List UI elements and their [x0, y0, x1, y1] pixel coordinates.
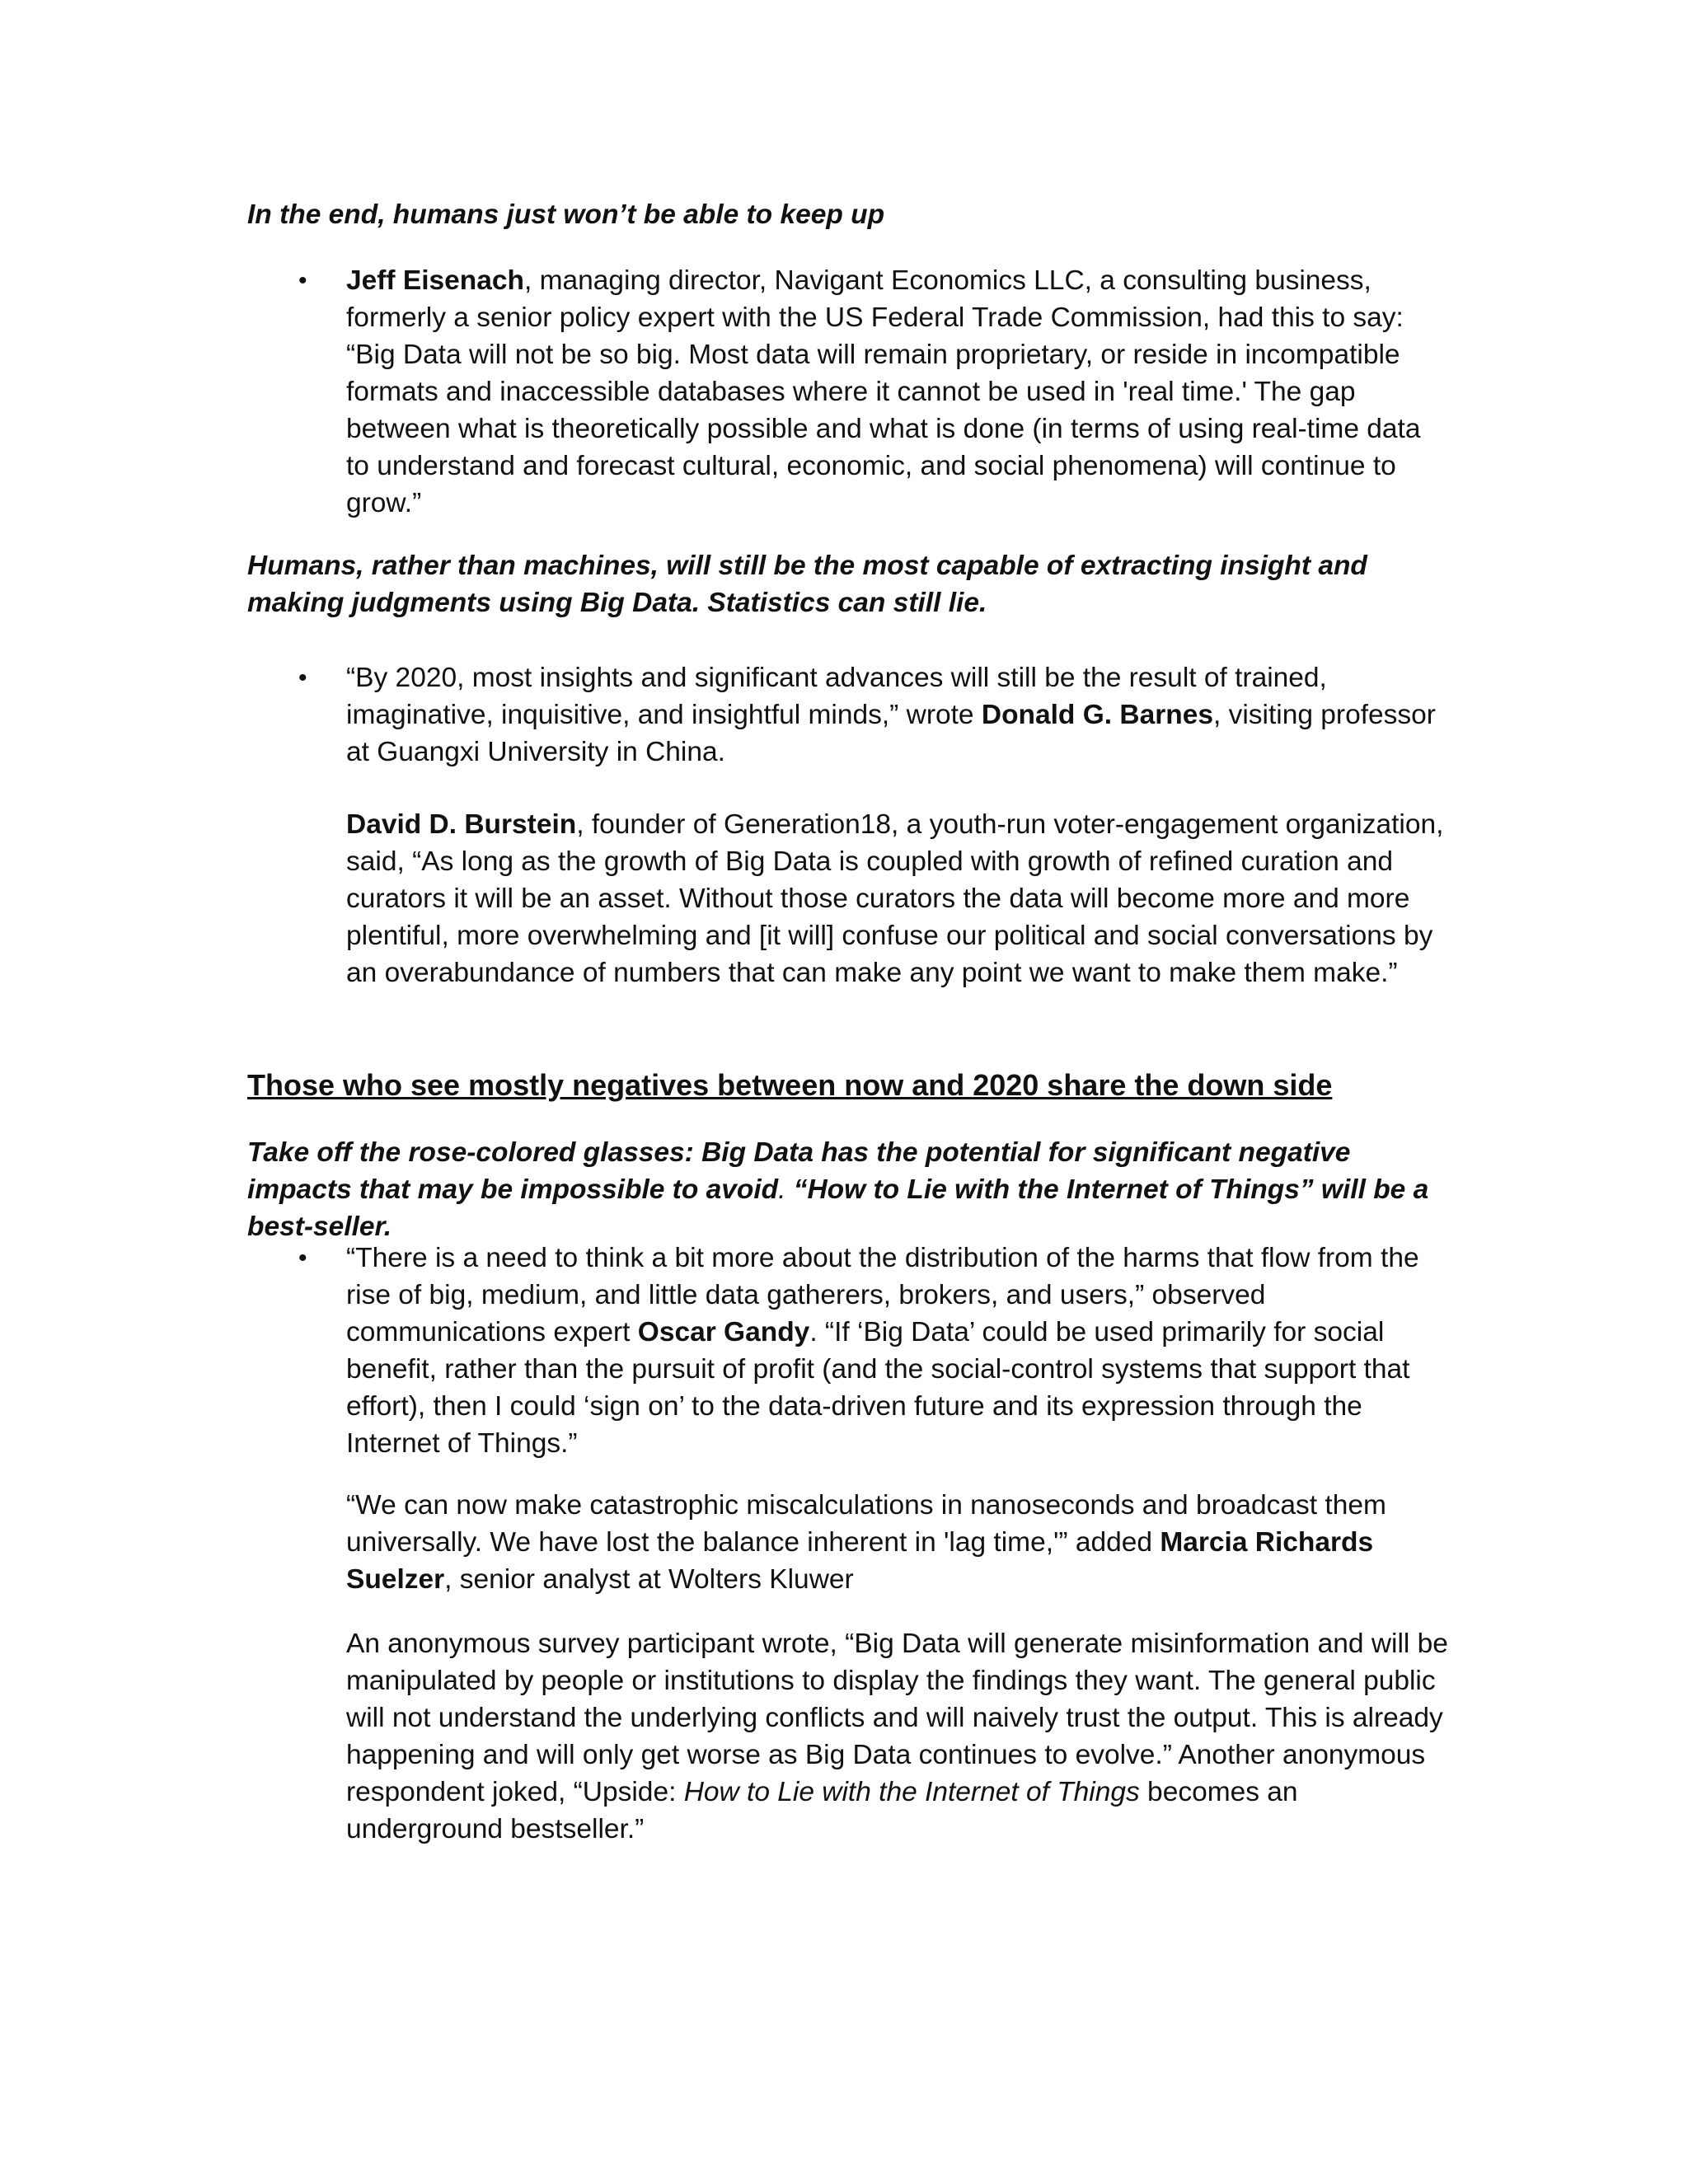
quote-text: “We can now make catastrophic miscalculations in nanoseconds and broadcast them universally. We have lost the balance inherent in 'lag time,'” added: [346, 1490, 1386, 1558]
person-name: David D. Burstein: [346, 809, 577, 840]
person-name: Oscar Gandy: [637, 1317, 810, 1347]
quote-barnes: [346, 659, 1451, 771]
person-name: Jeff Eisenach: [346, 265, 524, 296]
section-heading-humans-keep-up: In the end, humans just won’t be able to keep up: [247, 199, 885, 230]
quote-text: , senior analyst at Wolters Kluwer: [444, 1564, 854, 1595]
quote-text: “There is a need to think a bit more about the distribution of the harms that flow from the rise of big, medium, and little data gatherers, brokers, and users,” observed communications expert: [346, 1243, 1419, 1347]
bullet-marker: •: [298, 267, 307, 294]
heading-separator: .: [778, 1174, 794, 1205]
section-heading-rose-colored-glasses: [247, 1134, 1451, 1245]
quote-gandy: [346, 1240, 1451, 1462]
bullet-marker: •: [298, 1244, 307, 1272]
heading-part: Take off the rose-colored glasses: Big Data has the potential for significant negative impacts that may be impossible to avoid: [247, 1137, 1351, 1205]
bullet-marker: •: [298, 664, 307, 691]
section-heading-negatives: Those who see mostly negatives between now and 2020 share the down side: [247, 1068, 1333, 1102]
quote-eisenach: [346, 262, 1451, 522]
quote-text: . “If ‘Big Data’ could be used primarily for social benefit, rather than the pursuit of profit (and the social-control systems that support that effort), then I could ‘sign on’ to the data-driven future and its expression through the Internet of Things.”: [346, 1317, 1410, 1459]
quote-anonymous: [346, 1625, 1451, 1848]
quote-text: , founder of Generation18, a youth-run voter-engagement organization, said, “As long as the growth of Big Data is coupled with growth of refined curation and curators it will be an asset. Without those curators the data will become more and more plentiful, more overwhelming and [it will] confuse our political and social conversations by an overabundance of numbers that can make any point we want to make them make.”: [346, 809, 1444, 988]
quote-suelzer: [346, 1487, 1451, 1598]
book-title: How to Lie with the Internet of Things: [683, 1777, 1140, 1807]
quote-text: An anonymous survey participant wrote, “Big Data will generate misinformation and will be manipulated by people or institutions to display the findings they want. The general public will not understand the underlying conflicts and will naively trust the output. This is already happening and will only get worse as Big Data continues to evolve.” Another anonymous respondent joked, “Upside:: [346, 1629, 1448, 1807]
person-name: Donald G. Barnes: [981, 700, 1213, 730]
quote-burstein: [346, 806, 1451, 991]
quote-text: “By 2020, most insights and significant advances will still be the result of trained, imaginative, inquisitive, and insightful minds,” wrote: [346, 663, 1327, 730]
person-name: Marcia Richards Suelzer: [346, 1527, 1374, 1595]
quote-text: , managing director, Navigant Economics LLC, a consulting business, formerly a senior policy expert with the US Federal Trade Commission, had this to say: “Big Data will not be so big. Most data will remain proprietary, or reside in incompatible formats and inaccessible databases where it cannot be used in 'real time.' The gap between what is theoretically possible and what is done (in terms of using real-time data to understand and forecast cultural, economic, and social phenomena) will continue to grow.”: [346, 265, 1421, 518]
section-heading-humans-vs-machines: Humans, rather than machines, will still be the most capable of extracting insight and making judgments using Big Data. Statistics can still lie.: [247, 551, 1367, 618]
quote-text: becomes an underground bestseller.”: [346, 1777, 1298, 1844]
quote-text: , visiting professor at Guangxi University in China.: [346, 700, 1436, 767]
heading-part: “How to Lie with the Internet of Things” will be a best-seller.: [247, 1174, 1429, 1242]
